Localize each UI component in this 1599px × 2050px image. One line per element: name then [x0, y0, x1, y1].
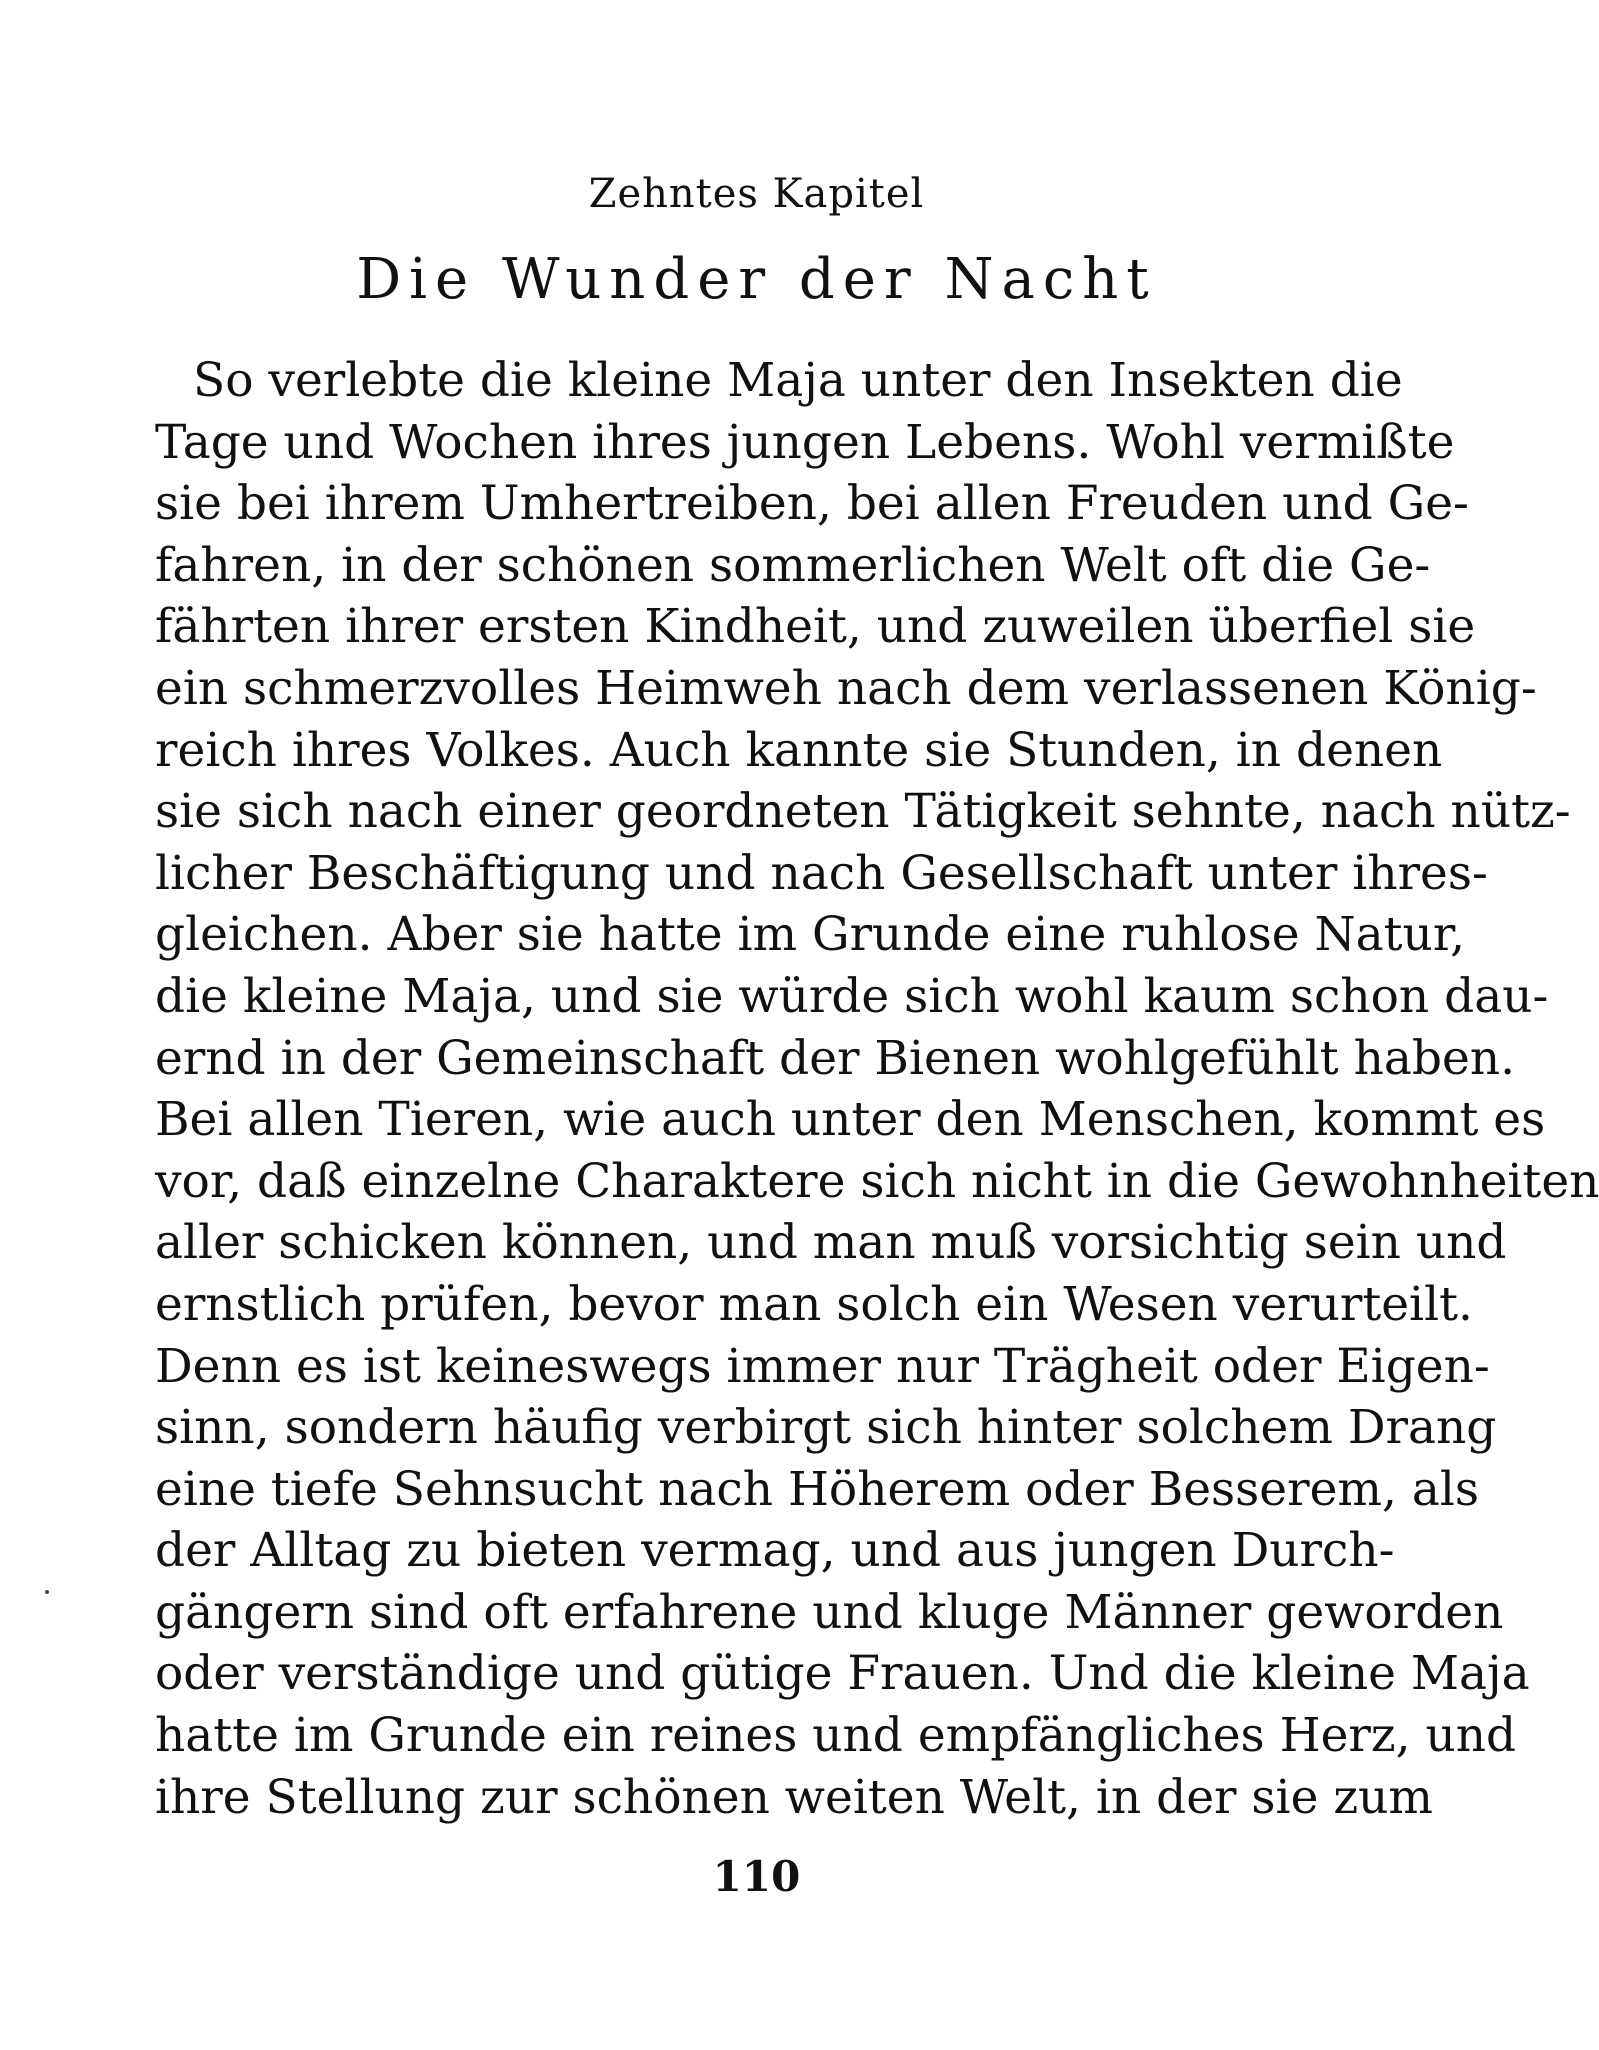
text-line: reich ihres Volkes. Auch kannte sie Stunden, in denen: [155, 722, 1443, 778]
text-line: eine tiefe Sehnsucht nach Höherem oder Besserem, als: [155, 1461, 1480, 1517]
text-line: vor, daß einzelne Charaktere sich nicht in die Gewohnheiten: [155, 1153, 1599, 1209]
text-line: fährten ihrer ersten Kindheit, und zuweilen überfiel sie: [155, 599, 1476, 655]
text-line: Denn es ist keineswegs immer nur Trägheit oder Eigen-: [155, 1338, 1490, 1394]
text-line: ernd in der Gemeinschaft der Bienen wohlgefühlt haben.: [155, 1030, 1516, 1086]
text-line: sinn, sondern häufig verbirgt sich hinter solchem Drang: [155, 1400, 1497, 1456]
text-line: fahren, in der schönen sommerlichen Welt oft die Ge-: [155, 537, 1431, 593]
text-line: Bei allen Tieren, wie auch unter den Menschen, kommt es: [155, 1092, 1546, 1148]
body-text: [155, 350, 1599, 1828]
text-line: gängern sind oft erfahrene und kluge Männer geworden: [155, 1584, 1504, 1640]
text-line: oder verständige und gütige Frauen. Und die kleine Maja: [155, 1646, 1530, 1702]
text-line: sie sich nach einer geordneten Tätigkeit sehnte, nach nütz-: [155, 784, 1571, 840]
chapter-label: Zehntes Kapitel: [588, 171, 925, 217]
text-line: gleichen. Aber sie hatte im Grunde eine ruhlose Natur,: [155, 907, 1466, 963]
text-line: sie bei ihrem Umhertreiben, bei allen Freuden und Ge-: [155, 476, 1469, 532]
chapter-title: Die Wunder der Nacht: [356, 247, 1157, 312]
text-line: licher Beschäftigung und nach Gesellschaft unter ihres-: [155, 845, 1488, 901]
paper-speck: [45, 1590, 49, 1594]
text-line: ein schmerzvolles Heimweh nach dem verlassenen König-: [155, 660, 1537, 716]
text-line: ihre Stellung zur schönen weiten Welt, in der sie zum: [155, 1769, 1433, 1825]
text-line: So verlebte die kleine Maja unter den Insekten die: [193, 353, 1403, 408]
page-number: 110: [712, 1852, 801, 1901]
text-line: die kleine Maja, und sie würde sich wohl kaum schon dau-: [155, 968, 1549, 1024]
text-line: Tage und Wochen ihres jungen Lebens. Wohl vermißte: [155, 414, 1455, 470]
text-line: der Alltag zu bieten vermag, und aus jungen Durch-: [155, 1523, 1395, 1579]
text-line: ernstlich prüfen, bevor man solch ein Wesen verurteilt.: [155, 1276, 1473, 1332]
text-line: aller schicken können, und man muß vorsichtig sein und: [155, 1215, 1507, 1271]
text-line: hatte im Grunde ein reines und empfängliches Herz, und: [155, 1708, 1517, 1764]
